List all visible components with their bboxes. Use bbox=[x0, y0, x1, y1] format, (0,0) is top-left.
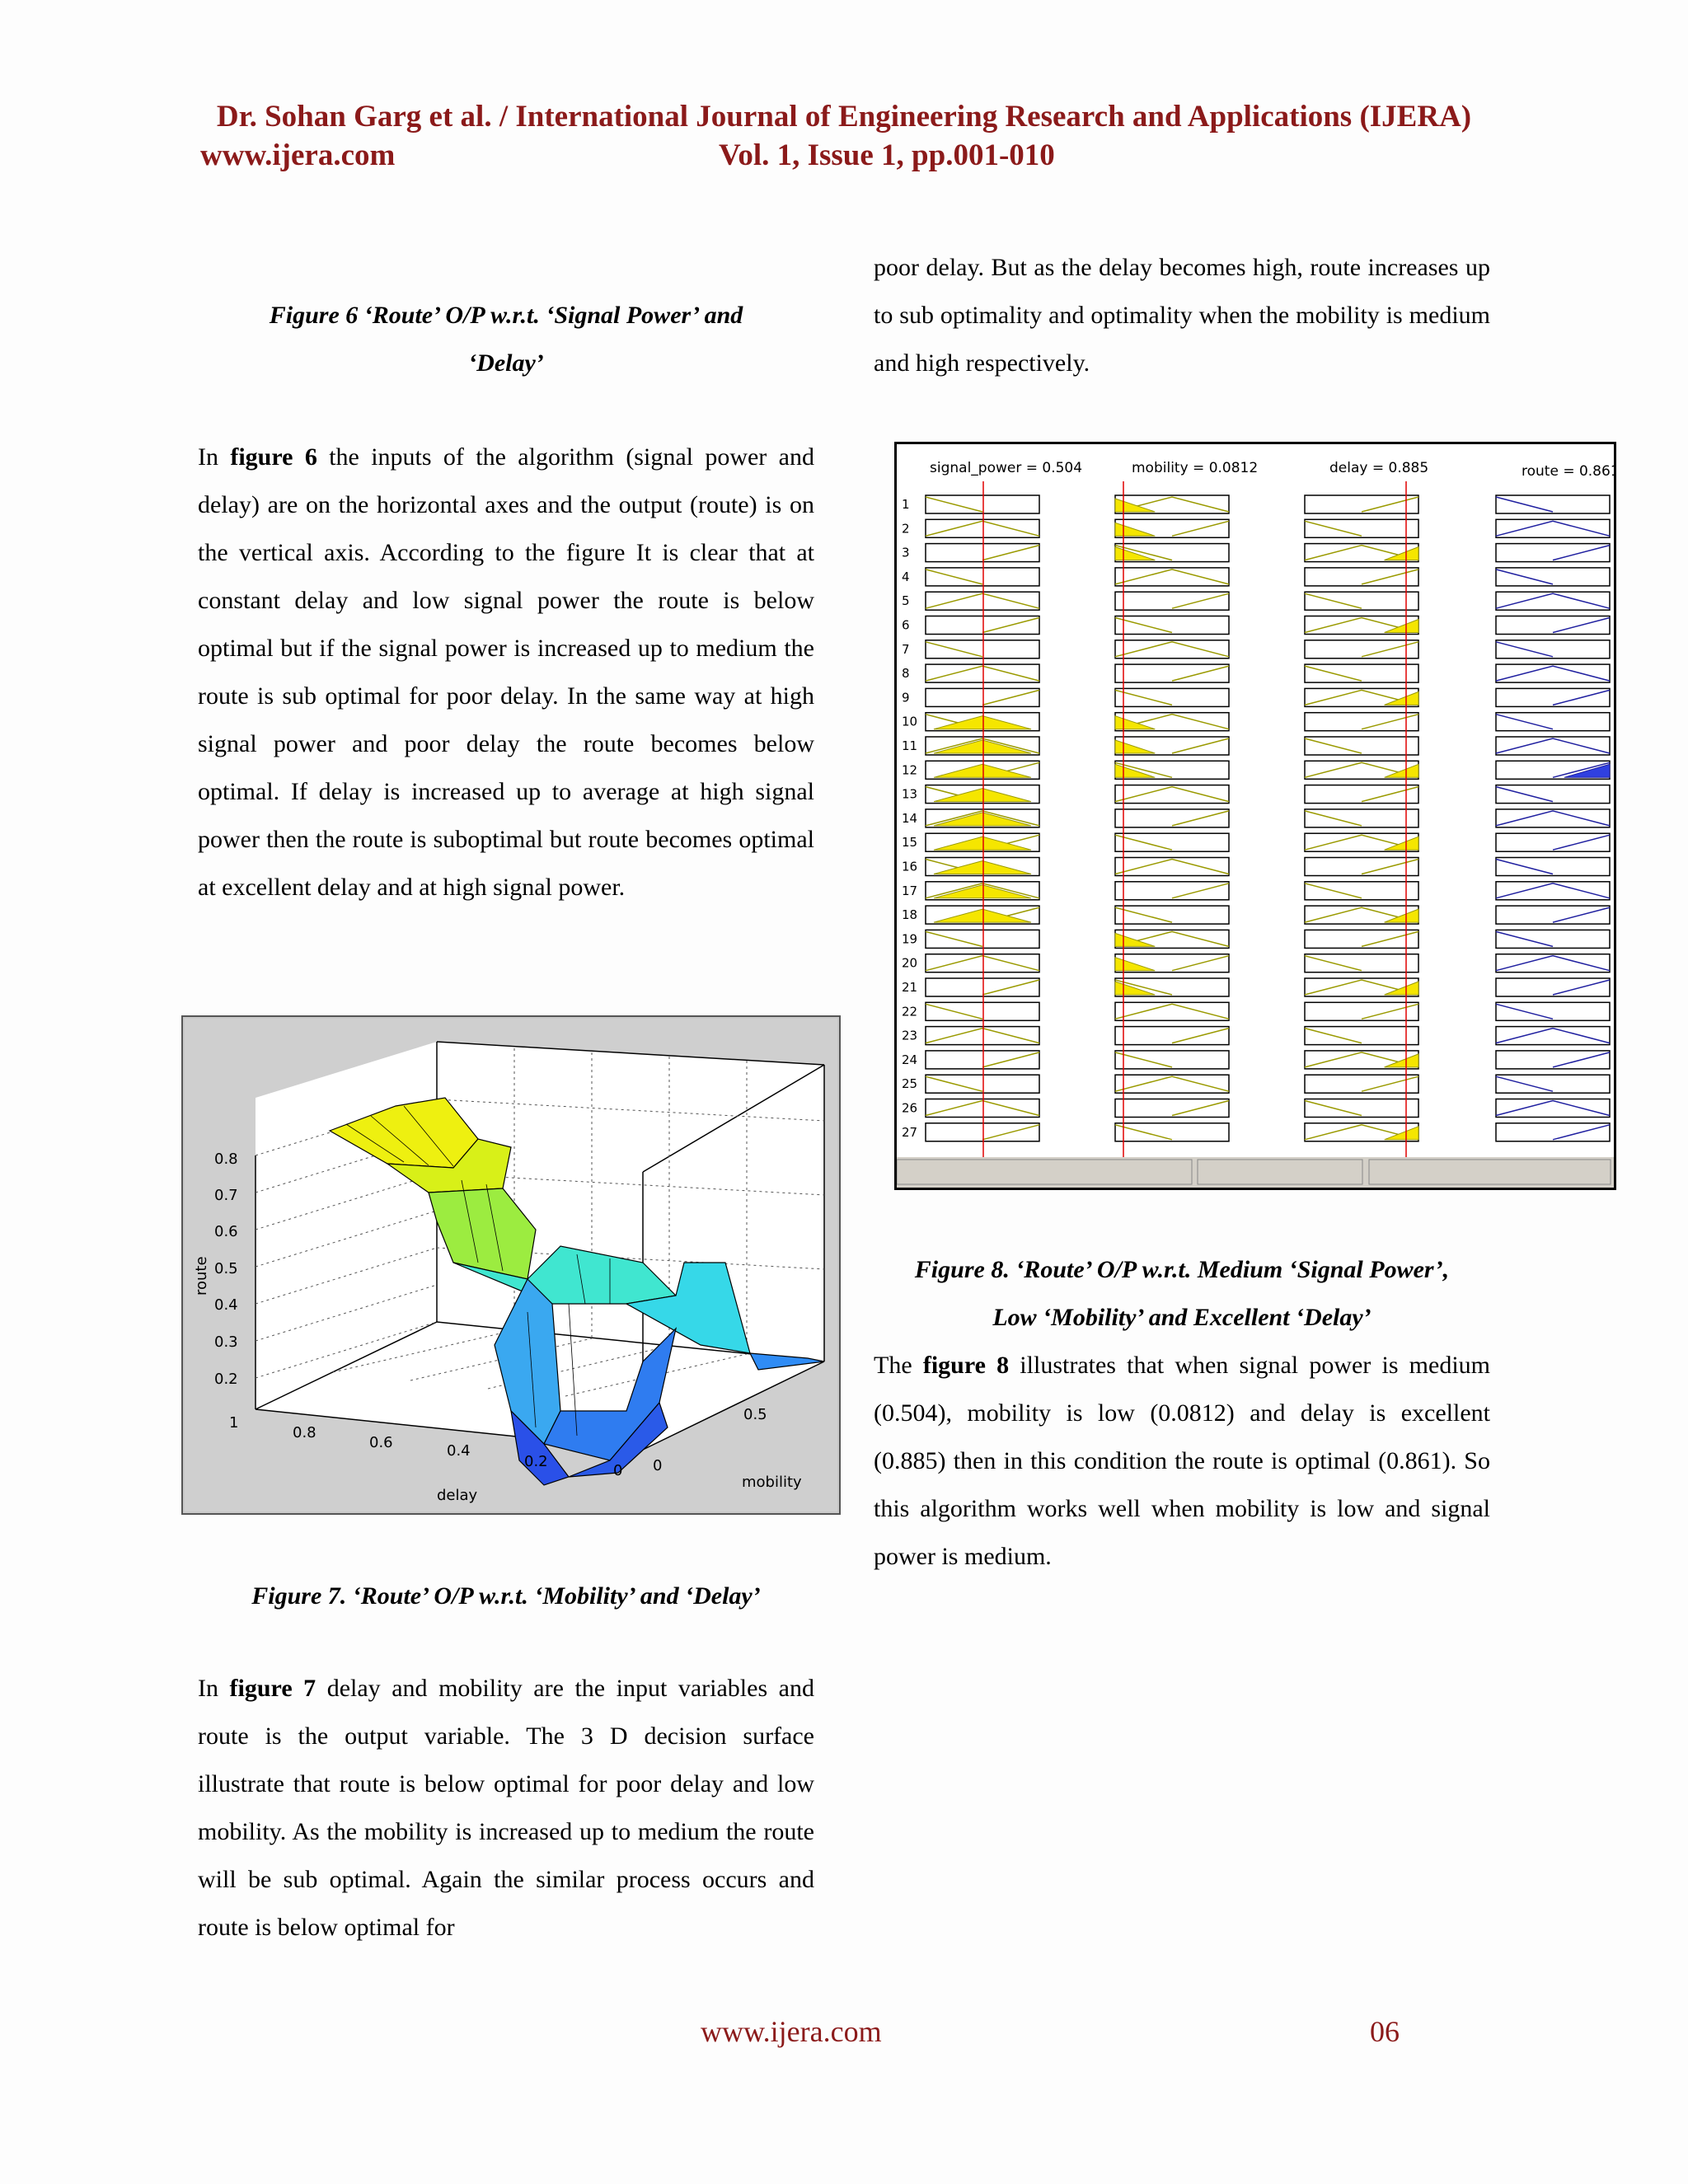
mf-box bbox=[926, 1123, 1039, 1141]
mobility-tick: 0 bbox=[653, 1457, 663, 1474]
paragraph-continued bbox=[874, 244, 1490, 387]
para0-text: poor delay. But as the delay becomes high, route increases up to sub optimality and optimality when the mobility is medium and high respectively. bbox=[874, 254, 1490, 377]
rule-number: 22 bbox=[902, 1004, 918, 1019]
para2-prefix: In bbox=[198, 1675, 230, 1702]
mf-box bbox=[1496, 930, 1610, 948]
x-axis-label: delay bbox=[437, 1487, 478, 1504]
rule-number: 24 bbox=[902, 1052, 918, 1067]
mf-box bbox=[1115, 1002, 1229, 1020]
mf-box bbox=[1115, 906, 1229, 924]
mf-box bbox=[926, 1051, 1039, 1069]
mf-box bbox=[1305, 495, 1418, 513]
rule-number: 11 bbox=[902, 738, 918, 753]
rule-number: 25 bbox=[902, 1076, 918, 1092]
route-label: route = 0.861 bbox=[1522, 463, 1614, 480]
z-tick: 0.7 bbox=[214, 1187, 238, 1204]
figure8-rule-viewer bbox=[894, 442, 1616, 1190]
mf-box bbox=[1115, 882, 1229, 900]
rule-number: 21 bbox=[902, 980, 918, 995]
mf-box bbox=[1496, 858, 1610, 876]
figure8-caption bbox=[874, 1246, 1490, 1342]
mf-box bbox=[1115, 785, 1229, 804]
mf-box bbox=[1305, 1099, 1418, 1118]
mf-box bbox=[1305, 809, 1418, 827]
mf-box bbox=[1115, 833, 1229, 851]
mf-box bbox=[1496, 882, 1610, 900]
rule-number: 17 bbox=[902, 883, 918, 898]
mf-box bbox=[1496, 519, 1610, 537]
para1-text: the inputs of the algorithm (signal power and delay) are on the horizontal axes and the output (route) is on the vertical axis. According to the figure It is clear that at constant delay and low signal power the route is below optimal but if the signal power is increased up to medium the route is sub optimal for poor delay. In the same way at high signal power and poor delay the route becomes below optimal. If delay is increased up to average at high signal power then the route is suboptimal but route becomes optimal at excellent delay and at high signal power. bbox=[198, 443, 814, 901]
mf-box bbox=[1496, 616, 1610, 635]
mf-box bbox=[1496, 978, 1610, 996]
rule-number: 27 bbox=[902, 1124, 918, 1140]
rule-number: 7 bbox=[902, 641, 910, 657]
mf-box bbox=[1496, 785, 1610, 804]
mf-box bbox=[1115, 664, 1229, 682]
mf-box bbox=[926, 495, 1039, 513]
z-tick: 0.2 bbox=[214, 1371, 238, 1388]
delay-tick: 0.6 bbox=[369, 1434, 393, 1451]
para3-figure-ref: figure 8 bbox=[922, 1352, 1010, 1379]
mf-box bbox=[1305, 519, 1418, 537]
mf-box bbox=[1115, 1075, 1229, 1093]
rule-number: 16 bbox=[902, 859, 918, 874]
mf-box bbox=[926, 688, 1039, 706]
mf-box bbox=[1115, 809, 1229, 827]
mf-box bbox=[926, 568, 1039, 586]
mf-box bbox=[926, 592, 1039, 610]
delay-tick: 0.2 bbox=[524, 1453, 548, 1470]
mf-box bbox=[1496, 833, 1610, 851]
mf-box bbox=[1305, 858, 1418, 876]
mf-box bbox=[1115, 1027, 1229, 1045]
mf-box bbox=[926, 664, 1039, 682]
rule-number: 1 bbox=[902, 497, 910, 512]
rule-number: 6 bbox=[902, 617, 910, 633]
rule-number: 18 bbox=[902, 907, 918, 923]
para3-prefix: The bbox=[874, 1352, 923, 1379]
mf-box bbox=[1496, 1123, 1610, 1141]
para1-prefix: In bbox=[198, 443, 231, 471]
para3-text: illustrates that when signal power is medium (0.504), mobility is low (0.0812) and delay is excellent (0.885) then in this condition the route is optimal (0.861). So this algorithm works well when mobility is low and signal power is medium. bbox=[874, 1352, 1490, 1570]
z-tick: 0.8 bbox=[214, 1151, 238, 1168]
mf-box bbox=[926, 1099, 1039, 1118]
mf-box bbox=[1305, 640, 1418, 658]
mf-box bbox=[1115, 688, 1229, 706]
rule-number: 26 bbox=[902, 1100, 918, 1116]
page-number: 06 bbox=[1370, 2015, 1400, 2048]
delay-tick: 0.4 bbox=[447, 1442, 471, 1460]
mf-box bbox=[926, 1002, 1039, 1020]
mf-box bbox=[1115, 1051, 1229, 1069]
mf-box bbox=[1115, 858, 1229, 876]
rule-number: 3 bbox=[902, 545, 910, 560]
rule-number: 10 bbox=[902, 714, 918, 729]
figure8-caption-line2: Low ‘Mobility’ and Excellent ‘Delay’ bbox=[992, 1304, 1372, 1331]
rule-number: 14 bbox=[902, 810, 918, 826]
rule-number: 19 bbox=[902, 931, 918, 947]
mf-box bbox=[1496, 568, 1610, 586]
y-axis-label: mobility bbox=[742, 1474, 802, 1491]
rule-number: 15 bbox=[902, 835, 918, 851]
mf-box bbox=[926, 1027, 1039, 1045]
paragraph-figure6 bbox=[198, 434, 814, 912]
mf-box bbox=[1496, 640, 1610, 658]
mf-box bbox=[1305, 568, 1418, 586]
delay-tick: 0.8 bbox=[293, 1424, 316, 1441]
rule-number: 2 bbox=[902, 521, 910, 537]
rule-number: 20 bbox=[902, 955, 918, 971]
mf-box bbox=[1496, 1075, 1610, 1093]
mf-box bbox=[926, 544, 1039, 562]
mf-box bbox=[1496, 713, 1610, 731]
mf-box bbox=[926, 519, 1039, 537]
z-tick: 0.3 bbox=[214, 1333, 238, 1351]
signal-power-label: signal_power = 0.504 bbox=[930, 460, 1083, 476]
paragraph-figure7 bbox=[198, 1665, 814, 1952]
mf-box bbox=[1496, 954, 1610, 972]
z-axis-label: route bbox=[193, 1256, 210, 1296]
figure6-caption-line1: Figure 6 ‘Route’ O/P w.r.t. ‘Signal Power’ and bbox=[269, 302, 743, 329]
mf-box bbox=[926, 930, 1039, 948]
mf-box bbox=[926, 640, 1039, 658]
mf-box bbox=[1305, 1075, 1418, 1093]
mf-box bbox=[1496, 544, 1610, 562]
delay-label: delay = 0.885 bbox=[1329, 460, 1429, 476]
mf-box bbox=[1496, 1027, 1610, 1045]
rule-number: 13 bbox=[902, 786, 918, 802]
mf-box bbox=[1496, 592, 1610, 610]
mf-box bbox=[1496, 664, 1610, 682]
para2-figure-ref: figure 7 bbox=[229, 1675, 316, 1702]
mf-box bbox=[1496, 737, 1610, 755]
z-tick: 0.4 bbox=[214, 1296, 238, 1314]
mf-box bbox=[1305, 882, 1418, 900]
mf-box bbox=[926, 1075, 1039, 1093]
header-website[interactable]: www.ijera.com bbox=[200, 138, 396, 172]
mf-box bbox=[1115, 592, 1229, 610]
rule-number: 8 bbox=[902, 666, 910, 682]
mf-box bbox=[1115, 616, 1229, 635]
mf-box bbox=[1496, 1099, 1610, 1118]
delay-tick: 1 bbox=[229, 1414, 239, 1432]
journal-header: Dr. Sohan Garg et al. / International Journal of Engineering Research and Applications (IJERA) bbox=[216, 100, 1472, 134]
para2-text: delay and mobility are the input variables and route is the output variable. The 3 D decision surface illustrate that route is below optimal for poor delay and low mobility. As the mobility is increased up to medium the route will be sub optimal. Again the similar process occurs and route is below optimal for bbox=[198, 1675, 814, 1941]
mf-box bbox=[1115, 1123, 1229, 1141]
footer-website[interactable]: www.ijera.com bbox=[701, 2015, 882, 2048]
mobility-label: mobility = 0.0812 bbox=[1132, 460, 1259, 476]
mf-box bbox=[1496, 1002, 1610, 1020]
mf-box bbox=[1305, 785, 1418, 804]
mf-box bbox=[1305, 664, 1418, 682]
para1-figure-ref: figure 6 bbox=[230, 443, 317, 471]
mf-box bbox=[1305, 930, 1418, 948]
mf-box bbox=[1496, 809, 1610, 827]
rule-number: 4 bbox=[902, 569, 910, 584]
paragraph-figure8 bbox=[874, 1342, 1490, 1581]
header-volume: Vol. 1, Issue 1, pp.001-010 bbox=[719, 138, 1055, 172]
rule-number: 9 bbox=[902, 690, 910, 705]
mf-box bbox=[926, 954, 1039, 972]
mf-box bbox=[926, 616, 1039, 635]
rule-number: 23 bbox=[902, 1028, 918, 1043]
figure8-caption-line1: Figure 8. ‘Route’ O/P w.r.t. Medium ‘Signal Power’, bbox=[914, 1256, 1450, 1283]
z-tick: 0.6 bbox=[214, 1223, 238, 1240]
figure7-caption: Figure 7. ‘Route’ O/P w.r.t. ‘Mobility’ and ‘Delay’ bbox=[251, 1582, 761, 1610]
mf-box bbox=[1115, 640, 1229, 658]
mf-box bbox=[1496, 495, 1610, 513]
mf-box bbox=[1496, 688, 1610, 706]
mf-box bbox=[1305, 713, 1418, 731]
rule-number: 12 bbox=[902, 762, 918, 778]
mf-box bbox=[1305, 1027, 1418, 1045]
figure7-surface-plot bbox=[181, 1015, 841, 1515]
figure6-caption bbox=[198, 292, 814, 387]
mf-box bbox=[1305, 954, 1418, 972]
mf-box bbox=[1496, 906, 1610, 924]
rule-number: 5 bbox=[902, 593, 910, 609]
mf-box bbox=[926, 978, 1039, 996]
z-tick: 0.5 bbox=[214, 1260, 238, 1277]
delay-tick: 0 bbox=[613, 1462, 623, 1479]
mf-box bbox=[1115, 568, 1229, 586]
mf-box bbox=[1305, 1002, 1418, 1020]
mf-box bbox=[1115, 1099, 1229, 1118]
mf-box bbox=[1496, 1051, 1610, 1069]
mf-box bbox=[1305, 737, 1418, 755]
mobility-tick: 0.5 bbox=[743, 1406, 767, 1423]
figure6-caption-line2: ‘Delay’ bbox=[468, 349, 544, 377]
mf-box bbox=[1305, 592, 1418, 610]
